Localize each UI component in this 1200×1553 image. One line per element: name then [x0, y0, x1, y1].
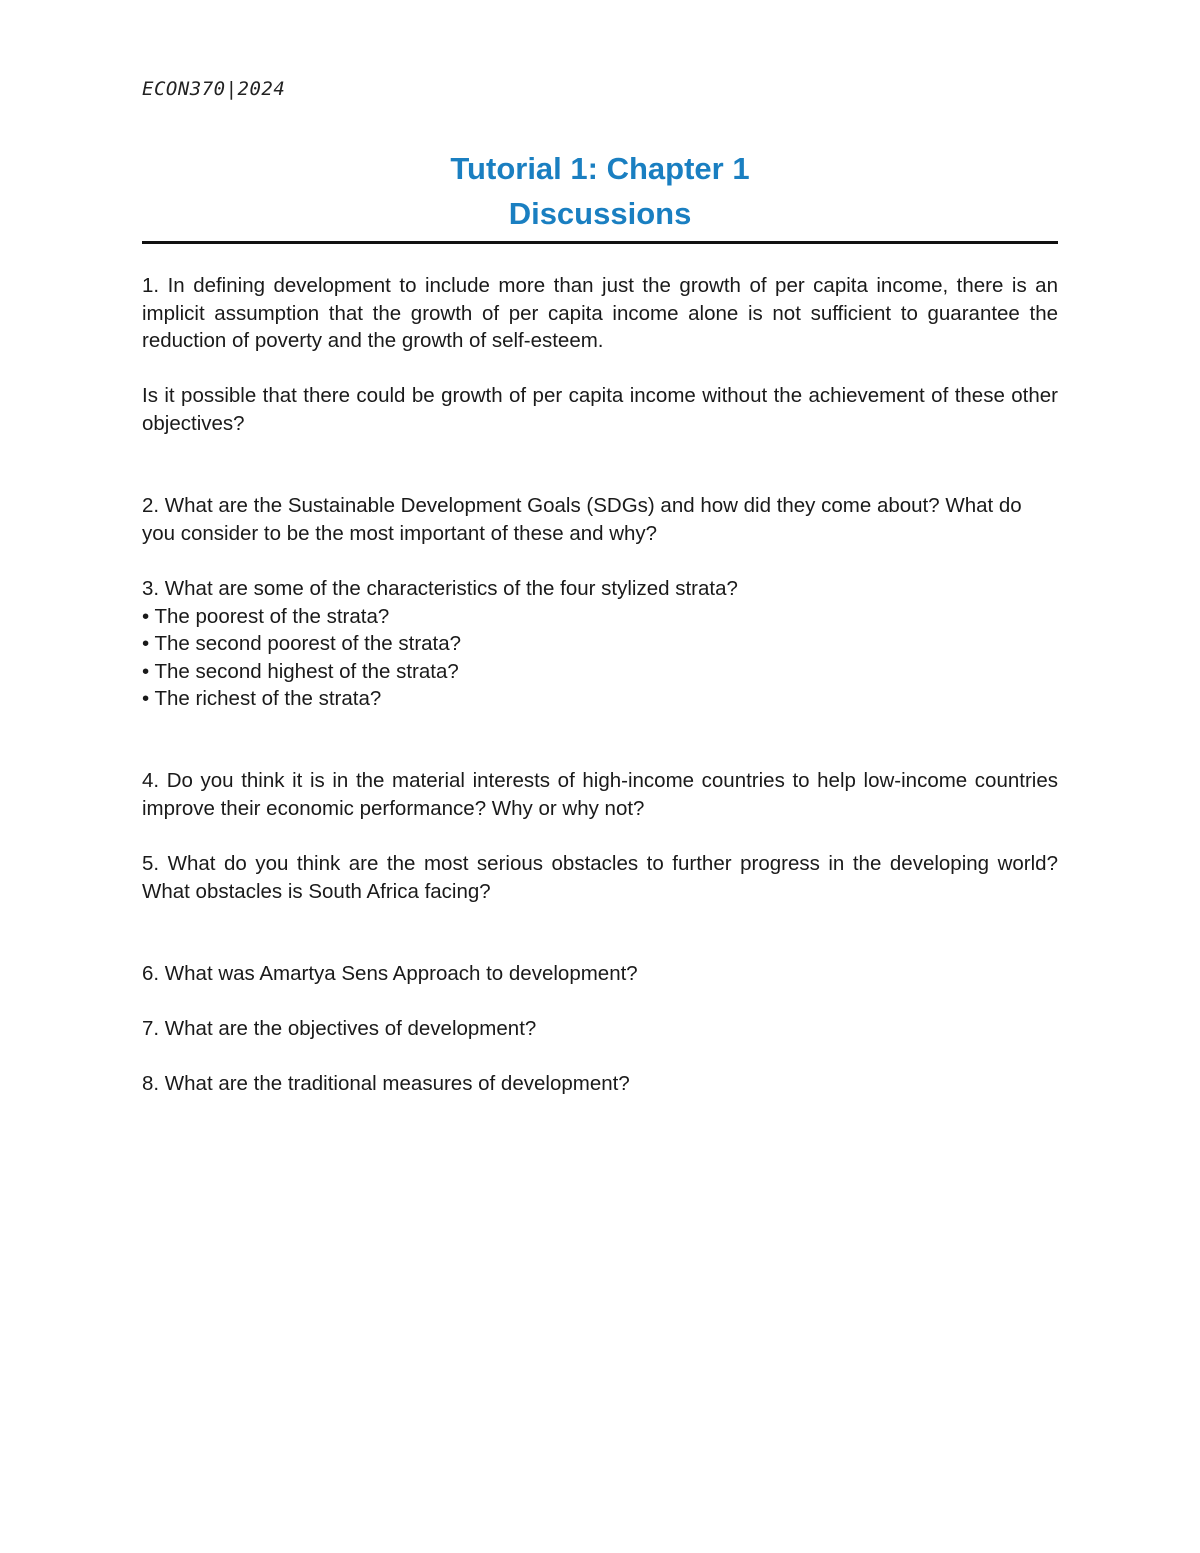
question-6 — [142, 960, 1058, 988]
question-3-bullet: • The richest of the strata? — [142, 687, 382, 710]
document-title — [142, 146, 1058, 236]
question-4 — [142, 767, 1058, 822]
question-1-text: 1. In defining development to include more than just the growth of per capita income, there is an implicit assumption that the growth of per capita income alone is not sufficient to guarantee the reduction of poverty and the growth of self-esteem. — [142, 274, 1058, 352]
question-3-bullet: • The second poorest of the strata? — [142, 632, 462, 655]
question-3 — [142, 575, 1058, 713]
title-line-1: Tutorial 1: Chapter 1 — [450, 151, 750, 186]
question-6-text: 6. What was Amartya Sens Approach to development? — [142, 962, 638, 985]
question-8 — [142, 1070, 1058, 1098]
title-line-2: Discussions — [508, 196, 692, 231]
question-3-bullet: • The poorest of the strata? — [142, 604, 390, 628]
question-1-paragraph-1 — [142, 272, 1058, 355]
question-3-bullet: • The second highest of the strata? — [142, 659, 459, 683]
course-code-header: ECON370|2024 — [142, 78, 286, 100]
question-2 — [142, 492, 1058, 547]
question-1-paragraph-2 — [142, 382, 1058, 437]
question-8-text: 8. What are the traditional measures of development? — [142, 1072, 630, 1095]
question-2-text: 2. What are the Sustainable Development Goals (SDGs) and how did they come about? What do you consider to be the most important of these and why? — [142, 494, 1022, 545]
question-7-text: 7. What are the objectives of development? — [142, 1017, 537, 1040]
question-4-text: 4. Do you think it is in the material interests of high-income countries to help low-income countries improve their economic performance? Why or why not? — [142, 769, 1058, 820]
question-7 — [142, 1015, 1058, 1043]
question-3-text: 3. What are some of the characteristics of the four stylized strata? — [142, 577, 738, 600]
title-divider — [142, 241, 1058, 244]
question-5 — [142, 850, 1058, 905]
question-5-text: 5. What do you think are the most serious obstacles to further progress in the developing world? What obstacles is South Africa facing? — [142, 852, 1058, 903]
question-1-followup: Is it possible that there could be growth of per capita income without the achievement of these other objectives? — [142, 384, 1058, 435]
